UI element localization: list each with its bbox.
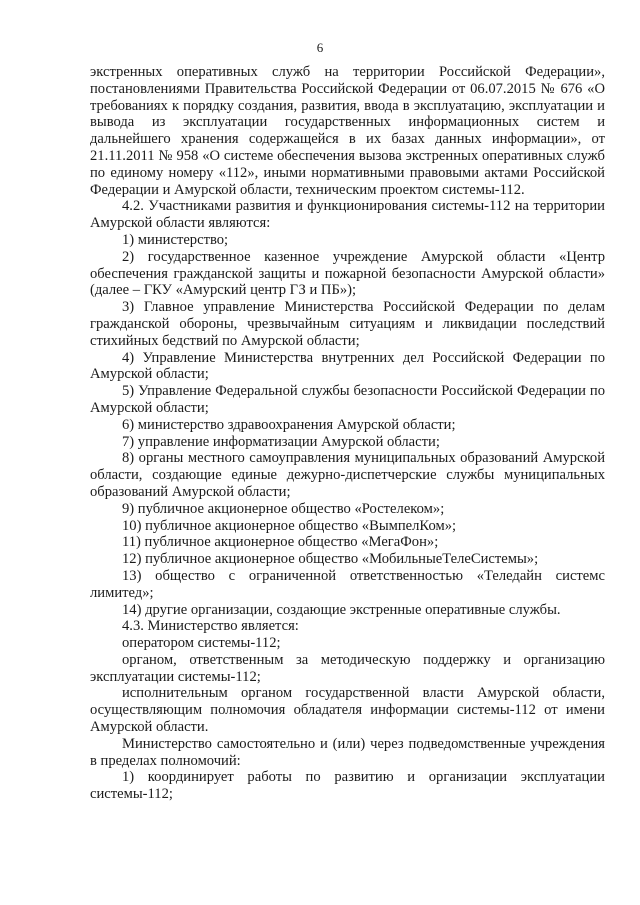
paragraph: оператором системы-112;: [122, 635, 281, 652]
list-item: 11) публичное акционерное общество «МегаФон»;: [122, 534, 439, 551]
paragraph: органом, ответственным за методическую поддержку и организацию эксплуатации системы-112;: [90, 651, 605, 685]
list-item: 1) координирует работы по развитию и организации эксплуатации системы-112;: [90, 769, 605, 803]
list-item: 1) министерство;: [122, 231, 229, 248]
list-item: 7) управление информатизации Амурской области;: [122, 433, 440, 450]
paragraph: Министерство самостоятельно и (или) через подведомственные учреждения в пределах полномочий:: [90, 735, 605, 769]
list-item: 4) Управление Министерства внутренних дел Российской Федерации по Амурской области;: [90, 349, 605, 383]
document-body: [90, 64, 605, 803]
list-item: 13) общество с ограниченной ответственностью «Теледайн системс лимитед»;: [90, 567, 605, 601]
list-item: 8) органы местного самоуправления муниципальных образований Амурской области, создающие единые дежурно-диспетчерские службы муниципальных образований Амурской области;: [90, 450, 605, 500]
paragraph: 4.3. Министерство является:: [122, 618, 299, 635]
list-item: 6) министерство здравоохранения Амурской области;: [122, 416, 456, 433]
list-item: 2) государственное казенное учреждение Амурской области «Центр обеспечения гражданской защиты и пожарной безопасности Амурской области» (далее – ГКУ «Амурский центр ГЗ и ПБ»);: [90, 248, 605, 299]
list-item: 12) публичное акционерное общество «МобильныеТелеСистемы»;: [122, 551, 539, 568]
paragraph: 4.2. Участниками развития и функционирования системы-112 на территории Амурской области являются:: [90, 198, 605, 232]
list-item: 10) публичное акционерное общество «ВымпелКом»;: [122, 517, 457, 534]
paragraph: исполнительным органом государственной власти Амурской области, осуществляющим полномочия обладателя информации системы-112 от имени Амурской области.: [90, 685, 605, 736]
list-item: 5) Управление Федеральной службы безопасности Российской Федерации по Амурской области;: [90, 383, 605, 416]
paragraph: экстренных оперативных служб на территории Российской Федерации», постановлениями Правительства Российской Федерации от 06.07.2015 № 676 «О требованиях к порядку создания, развития, ввода в эксплуатацию, эксплуатации и вывода из эксплуатации государственных информационных систем и дальнейшего хранения содержащейся в их базах данных информации», от 21.11.2011 № 958 «О системе обеспечения вызова экстренных оперативных служб по единому номеру «112», иными нормативными правовыми актами Российской Федерации и Амурской области, техническим проектом системы-112.: [90, 64, 605, 198]
list-item: 3) Главное управление Министерства Российской Федерации по делам гражданской обороны, чрезвычайным ситуациям и ликвидации последствий стихийных бедствий по Амурской области;: [90, 299, 605, 349]
list-item: 9) публичное акционерное общество «Ростелеком»;: [122, 500, 445, 517]
list-item: 14) другие организации, создающие экстренные оперативные службы.: [122, 601, 561, 618]
page-number: 6: [316, 40, 324, 55]
